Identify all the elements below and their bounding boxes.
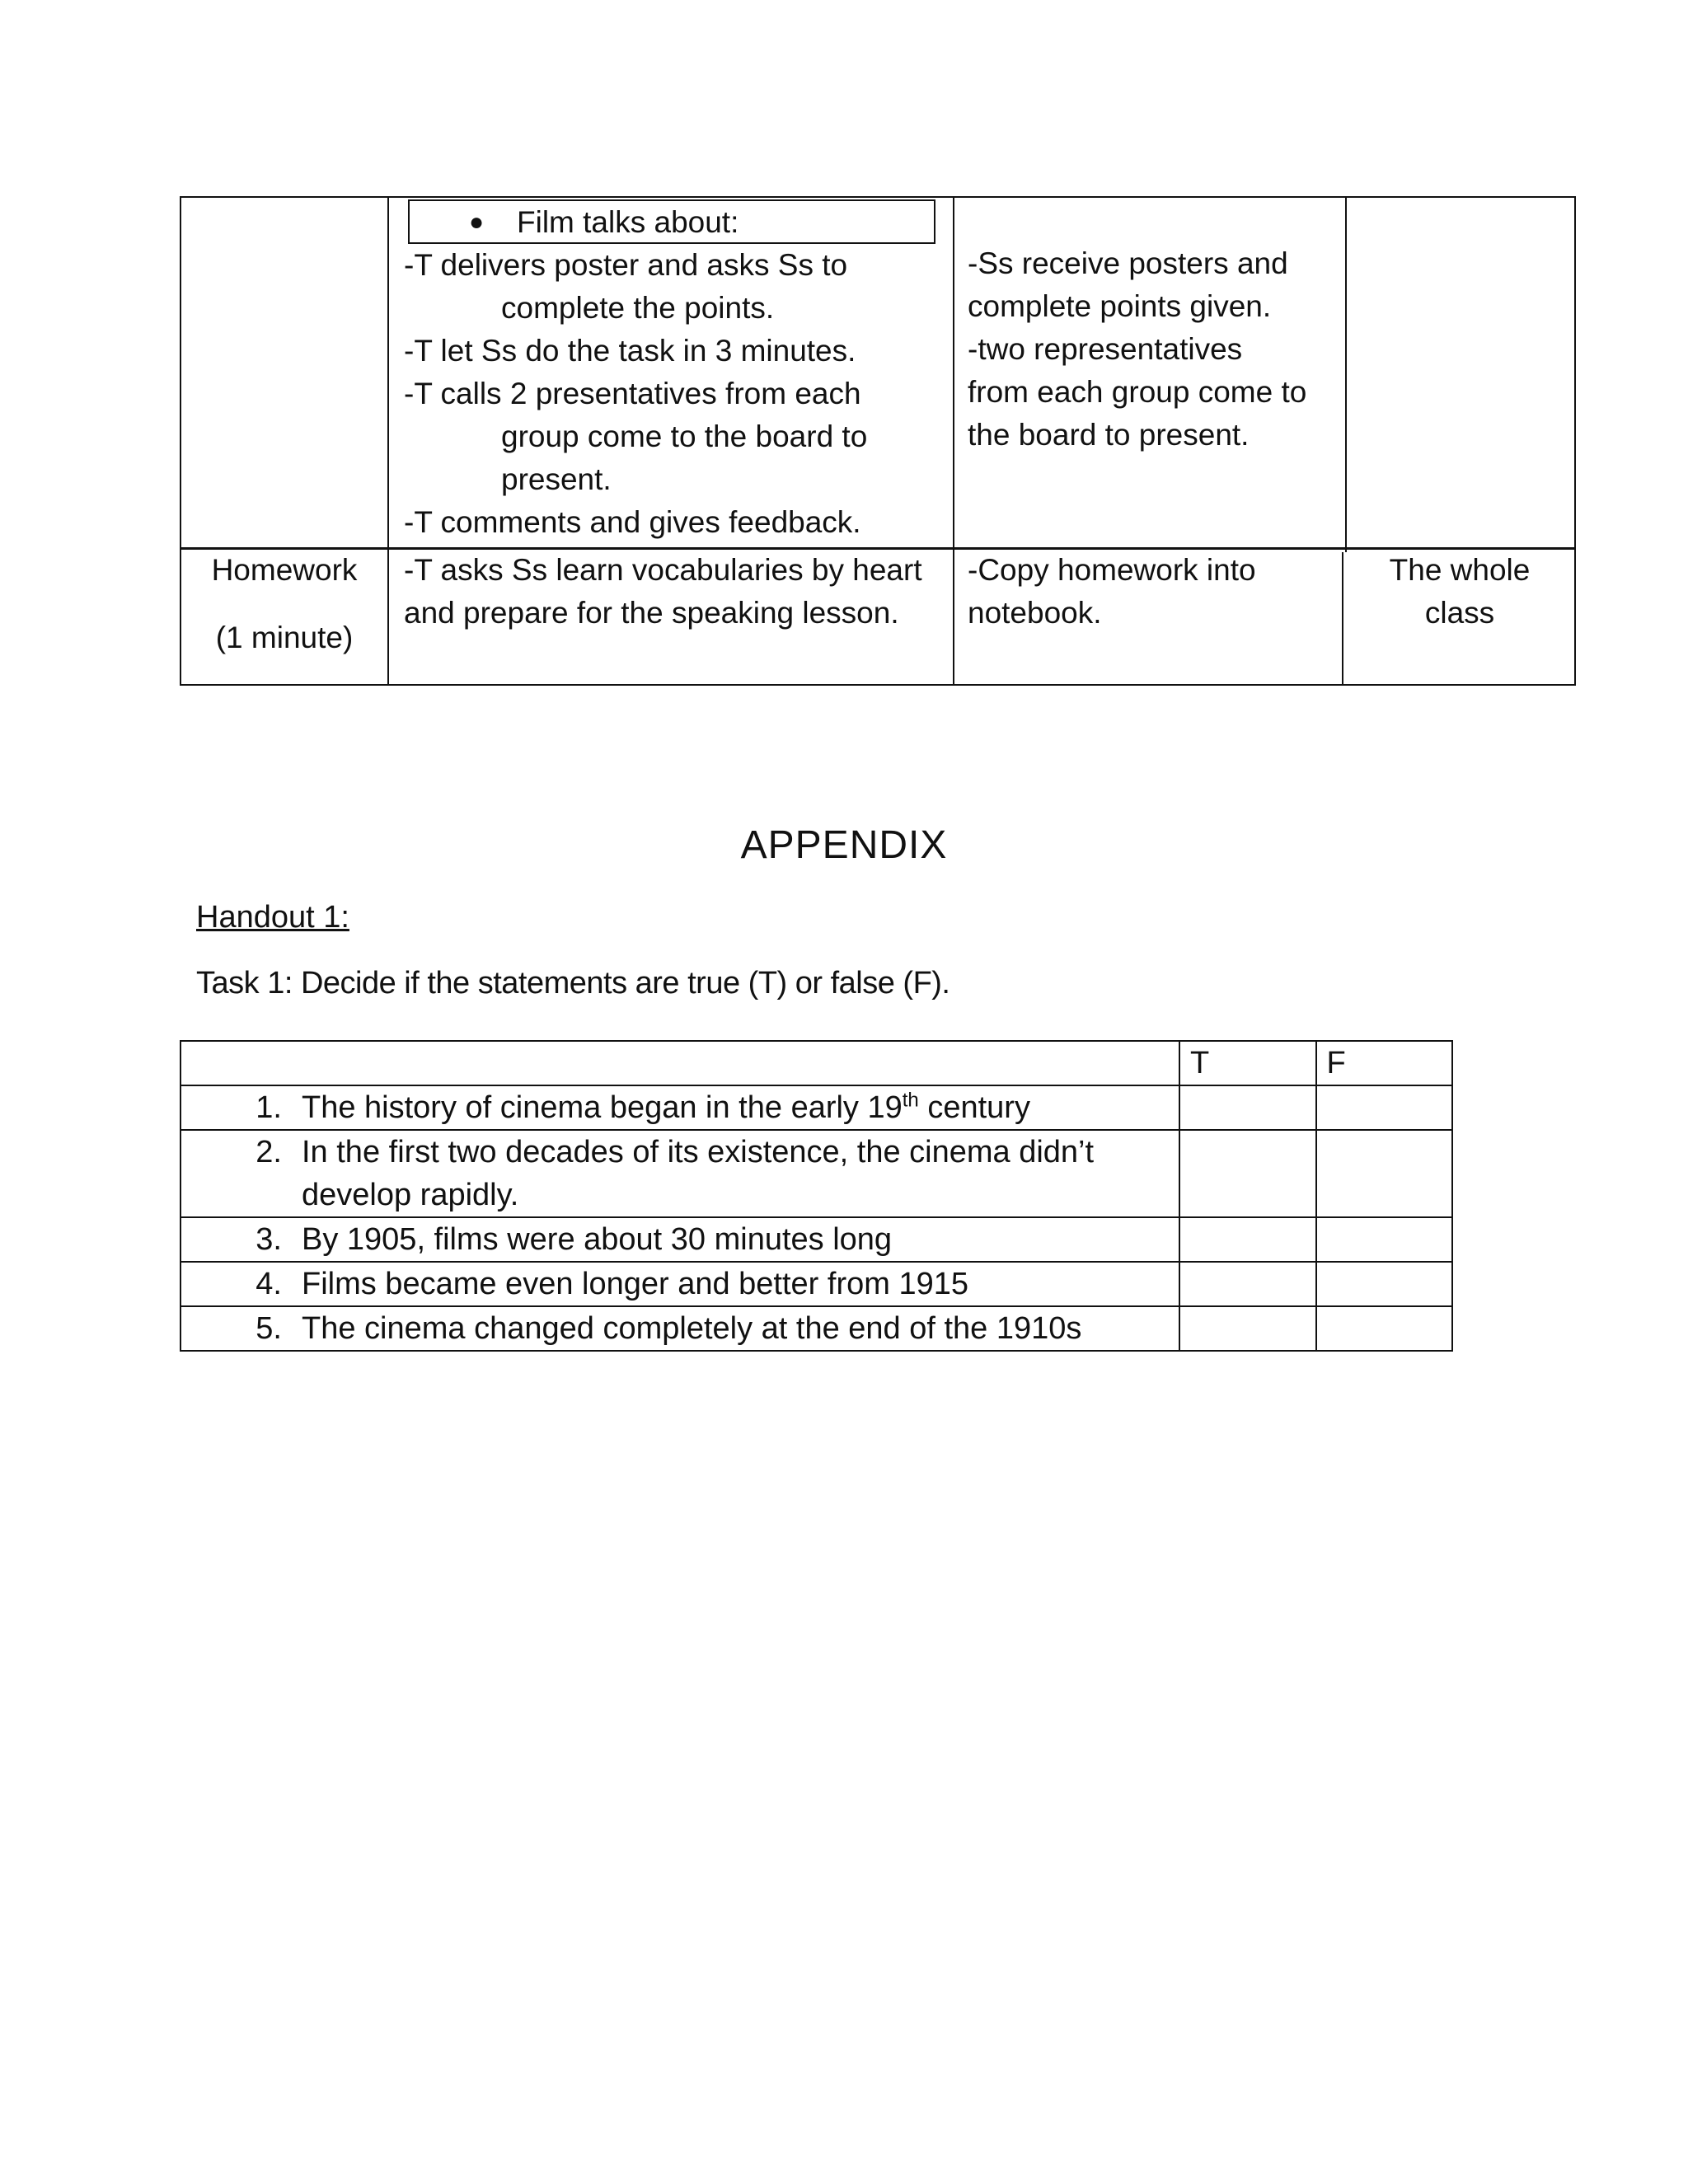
statement-text: By 1905, films were about 30 minutes long	[302, 1222, 893, 1257]
teacher-line: complete the points.	[501, 291, 775, 325]
statement-cell	[181, 1306, 1179, 1351]
false-answer-cell[interactable]	[1316, 1130, 1452, 1217]
statement-cell	[181, 1085, 1179, 1130]
true-answer-cell[interactable]	[1179, 1306, 1315, 1351]
header-false: F	[1316, 1041, 1452, 1085]
true-answer-cell[interactable]	[1179, 1217, 1315, 1262]
student-line: complete points given.	[968, 289, 1272, 323]
true-answer-cell[interactable]	[1179, 1085, 1315, 1130]
table-row	[181, 1262, 1452, 1306]
homework-teacher-cell	[404, 549, 922, 635]
table-row	[181, 1217, 1452, 1262]
table-row	[181, 1130, 1452, 1217]
stage-cell	[181, 549, 387, 659]
bullet-icon: ●	[469, 209, 485, 236]
student-line: -Copy homework into	[968, 553, 1256, 587]
header-blank-cell	[181, 1041, 1179, 1085]
stage-label: Homework	[211, 553, 358, 587]
bullet-text: Film talks about:	[517, 205, 739, 239]
statement-superscript: th	[902, 1089, 919, 1112]
statement-text: The cinema changed completely at the end of the 1910s	[302, 1311, 1082, 1346]
student-line: notebook.	[968, 596, 1102, 630]
statement-cell	[181, 1217, 1179, 1262]
teacher-line: -T comments and gives feedback.	[404, 505, 861, 539]
statement-text-after: century	[918, 1090, 1030, 1125]
teacher-line: and prepare for the speaking lesson.	[404, 596, 899, 630]
statement-cell	[181, 1130, 1179, 1217]
true-answer-cell[interactable]	[1179, 1262, 1315, 1306]
true-false-table	[180, 1040, 1453, 1352]
homework-student-cell	[968, 549, 1256, 635]
stage-time: (1 minute)	[215, 621, 354, 654]
teacher-line: -T let Ss do the task in 3 minutes.	[404, 334, 856, 368]
teacher-line: group come to the board to	[501, 419, 868, 453]
statement-text: Films became even longer and better from 1915	[302, 1267, 968, 1301]
statement-text	[302, 1086, 1169, 1129]
statement-number: 2.	[256, 1135, 282, 1169]
statement-text-main: The history of cinema began in the early 19	[302, 1090, 903, 1125]
student-line: -two representatives	[968, 332, 1243, 366]
table-column-divider	[953, 198, 954, 684]
interaction-line: class	[1424, 596, 1495, 630]
table-column-divider	[1345, 198, 1347, 552]
teacher-line: -T asks Ss learn vocabularies by heart	[404, 553, 922, 587]
teacher-line: -T delivers poster and asks Ss to	[404, 248, 848, 282]
table-header-row	[181, 1041, 1452, 1085]
false-answer-cell[interactable]	[1316, 1262, 1452, 1306]
statement-number: 4.	[256, 1267, 282, 1301]
teacher-line: present.	[501, 462, 612, 496]
statement-number: 1.	[256, 1090, 282, 1125]
bullet-box	[408, 199, 935, 244]
interaction-line: The whole	[1389, 553, 1531, 587]
false-answer-cell[interactable]	[1316, 1085, 1452, 1130]
false-answer-cell[interactable]	[1316, 1217, 1452, 1262]
appendix-title: APPENDIX	[740, 823, 948, 867]
teacher-line: -T calls 2 presentatives from each	[404, 377, 861, 410]
true-answer-cell[interactable]	[1179, 1130, 1315, 1217]
table-row	[181, 1085, 1452, 1130]
handout-label: Handout 1:	[196, 900, 349, 935]
header-true: T	[1179, 1041, 1315, 1085]
student-line: -Ss receive posters and	[968, 246, 1288, 280]
student-activity-cell	[968, 242, 1306, 457]
student-line: from each group come to	[968, 375, 1307, 409]
statement-number: 3.	[256, 1222, 282, 1257]
table-column-divider	[387, 198, 389, 684]
student-line: the board to present.	[968, 418, 1250, 452]
false-answer-cell[interactable]	[1316, 1306, 1452, 1351]
table-row	[181, 1306, 1452, 1351]
lesson-plan-table	[180, 196, 1576, 686]
task-label: Task 1: Decide if the statements are true (T) or false (F).	[196, 966, 950, 1001]
statement-text: In the first two decades of its existence, the cinema didn’t develop rapidly.	[302, 1135, 1095, 1212]
statement-number: 5.	[256, 1311, 282, 1346]
teacher-activity-cell	[404, 244, 867, 544]
interaction-cell	[1343, 549, 1576, 635]
statement-cell	[181, 1262, 1179, 1306]
